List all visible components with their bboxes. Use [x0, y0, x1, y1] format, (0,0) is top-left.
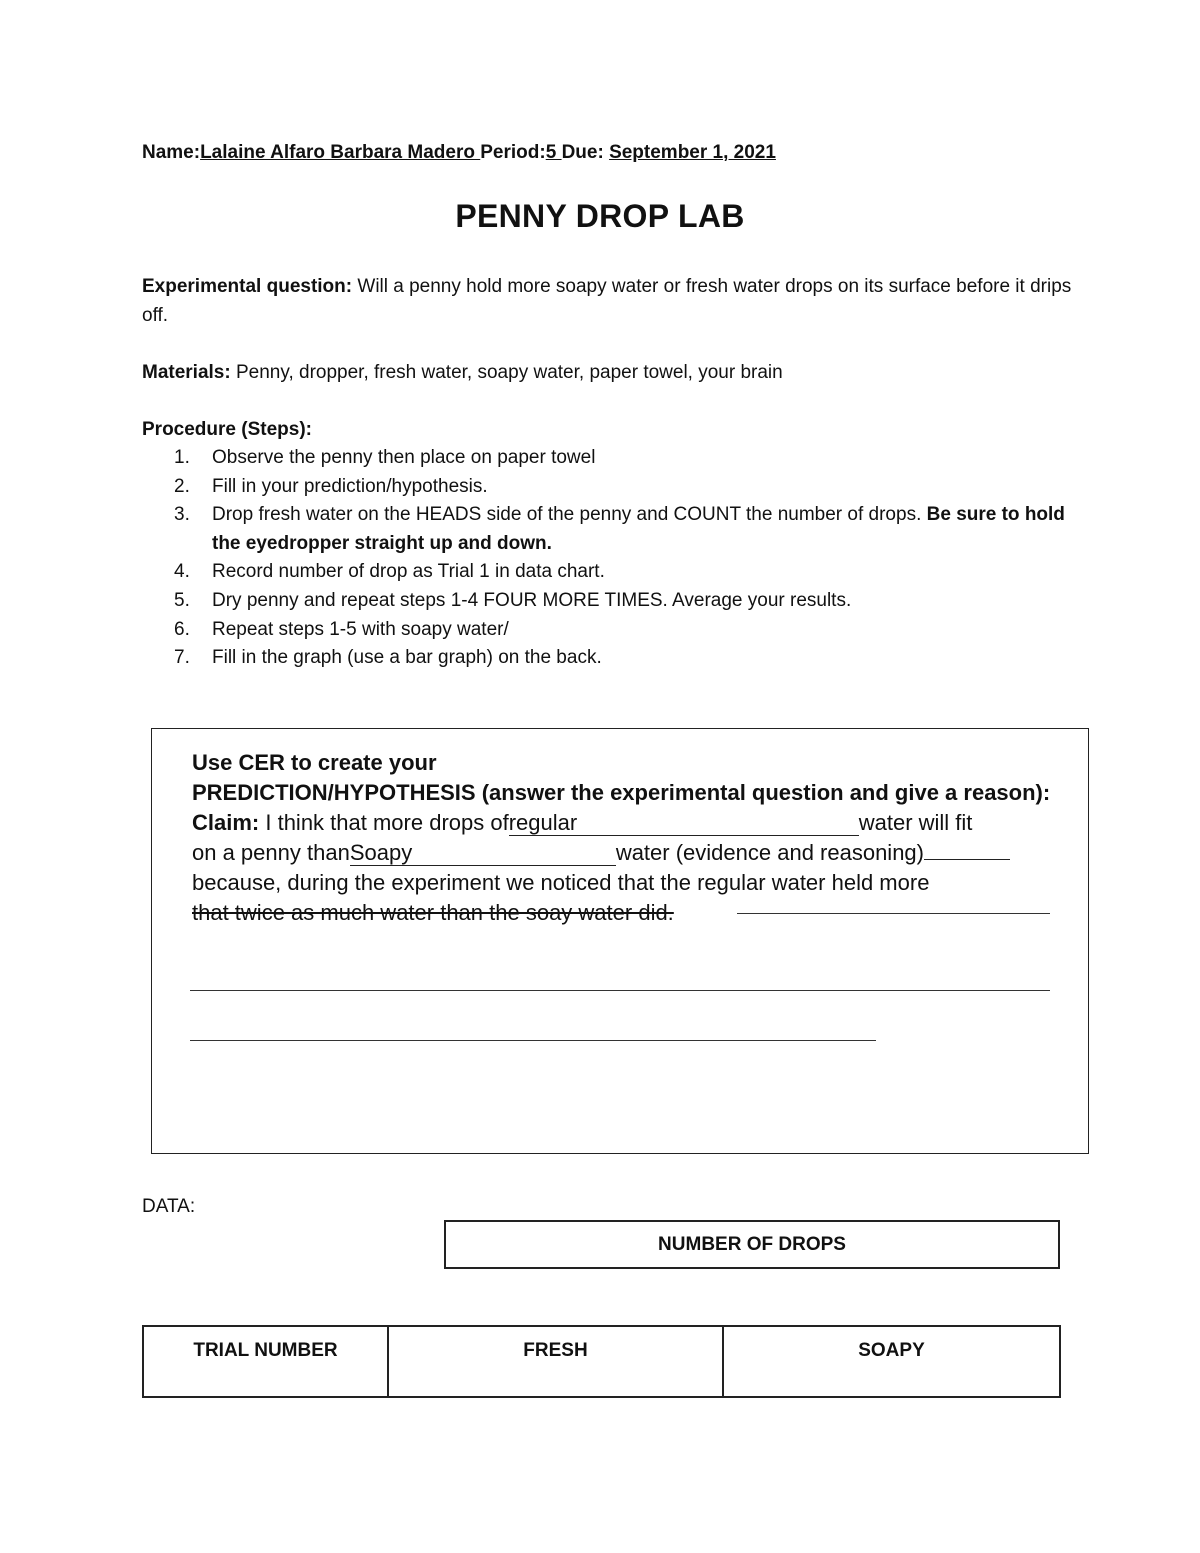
reasoning-line: because, during the experiment we noticed that the regular water held more [192, 870, 930, 895]
page-title: PENNY DROP LAB [455, 198, 745, 234]
list-item: 4. Record number of drop as Trial 1 in data chart. [174, 561, 605, 583]
name-value: Lalaine Alfaro Barbara Madero [200, 142, 481, 163]
claim-blank-1[interactable]: regular [509, 811, 859, 836]
period-label: Period: [480, 142, 546, 163]
column-header-fresh: FRESH [389, 1327, 724, 1396]
procedure-steps [142, 444, 1072, 673]
column-header-trial-number: TRIAL NUMBER [144, 1327, 389, 1396]
evidence-blank[interactable] [924, 859, 1010, 860]
data-table [142, 1325, 1061, 1398]
claim-blank-2[interactable]: Soapy [350, 841, 616, 866]
struck-reasoning-line: that twice as much water than the soay water did. [192, 900, 674, 925]
period-value: 5 [545, 142, 562, 163]
list-item: 2. Fill in your prediction/hypothesis. [174, 475, 488, 497]
experimental-question [142, 272, 1072, 330]
claim-label: Claim: [192, 810, 260, 835]
cer-heading-line2: PREDICTION/HYPOTHESIS (answer the experimental question and give a reason): [192, 780, 1051, 805]
list-item: 1. Observe the penny then place on paper towel [174, 447, 596, 468]
name-label: Name: [142, 142, 201, 163]
cer-heading-line1: Use CER to create your [192, 750, 437, 775]
cer-content: Use CER to create your PREDICTION/HYPOTHESIS (answer the experimental question and give a reason): Claim: I think that more drops ofregular water will fit on a penny thanSoapy water (evidence and reasoning) because, during the experiment we noticed that the regular water held more that twice as much water than the soay water did. [192, 748, 1072, 928]
data-label: DATA: [142, 1196, 196, 1217]
procedure-heading: Procedure (Steps): [142, 419, 312, 440]
due-value: September 1, 2021 [609, 142, 776, 163]
materials-text: Penny, dropper, fresh water, soapy water, paper towel, your brain [230, 362, 783, 383]
answer-rule [737, 913, 1050, 914]
question-text: Will a penny hold more soapy water or fresh water drops on its surface before it drips off. [142, 276, 1072, 326]
header-line [142, 142, 776, 164]
question-label: Experimental question: [142, 276, 353, 297]
list-item: 5. Dry penny and repeat steps 1-4 FOUR MORE TIMES. Average your results. [174, 589, 852, 611]
list-item: 3. Drop fresh water on the HEADS side of the penny and COUNT the number of drops. Be sure to hold the eyedropper straight up and down. [174, 504, 1065, 554]
list-item: 6. Repeat steps 1-5 with soapy water/ [174, 618, 509, 640]
answer-rule [190, 990, 1050, 991]
materials-label: Materials: [142, 362, 231, 383]
list-item: 7. Fill in the graph (use a bar graph) on the back. [174, 647, 602, 669]
number-of-drops-header: NUMBER OF DROPS [444, 1220, 1060, 1269]
due-label: Due: [561, 142, 610, 163]
answer-rule [190, 1040, 876, 1041]
column-header-soapy: SOAPY [858, 1340, 925, 1361]
materials [142, 358, 1072, 387]
